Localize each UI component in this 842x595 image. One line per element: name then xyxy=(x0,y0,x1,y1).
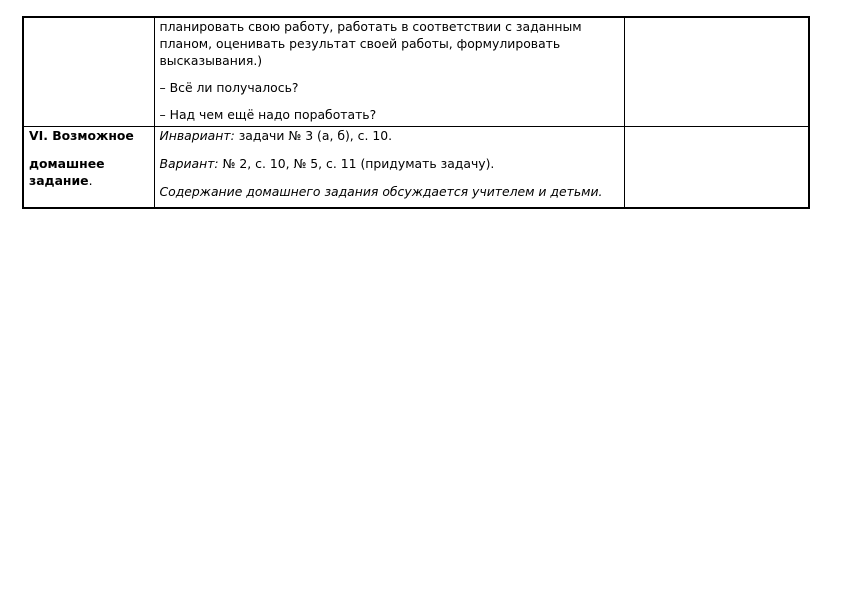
lesson-plan-table xyxy=(22,16,810,209)
content-cell xyxy=(154,127,624,209)
variant-label: Вариант: xyxy=(159,156,219,171)
content-paragraph: планировать свою работу, работать в соответствии с заданным планом, оценивать результат своей работы, формулировать высказывания.) xyxy=(159,19,582,68)
table-row xyxy=(23,127,809,209)
invariant-label: Инвариант: xyxy=(159,128,235,143)
reflection-question: – Всё ли получалось? xyxy=(159,80,299,95)
reflection-question: – Над чем ещё надо поработать? xyxy=(159,107,377,122)
table-row xyxy=(23,17,809,127)
notes-cell xyxy=(624,17,809,127)
invariant-text: задачи № 3 (а, б), с. 10. xyxy=(234,128,393,143)
stage-title: VI. Возможное домашнее задание. xyxy=(29,128,134,188)
notes-cell xyxy=(624,127,809,209)
stage-cell xyxy=(23,127,154,209)
invariant-line xyxy=(160,127,619,144)
content-cell xyxy=(154,17,624,127)
variant-text: № 2, с. 10, № 5, с. 11 (придумать задачу). xyxy=(218,156,495,171)
discussion-note: Содержание домашнего задания обсуждается учителем и детьми. xyxy=(159,184,603,199)
stage-cell xyxy=(23,17,154,127)
variant-line xyxy=(160,155,619,172)
